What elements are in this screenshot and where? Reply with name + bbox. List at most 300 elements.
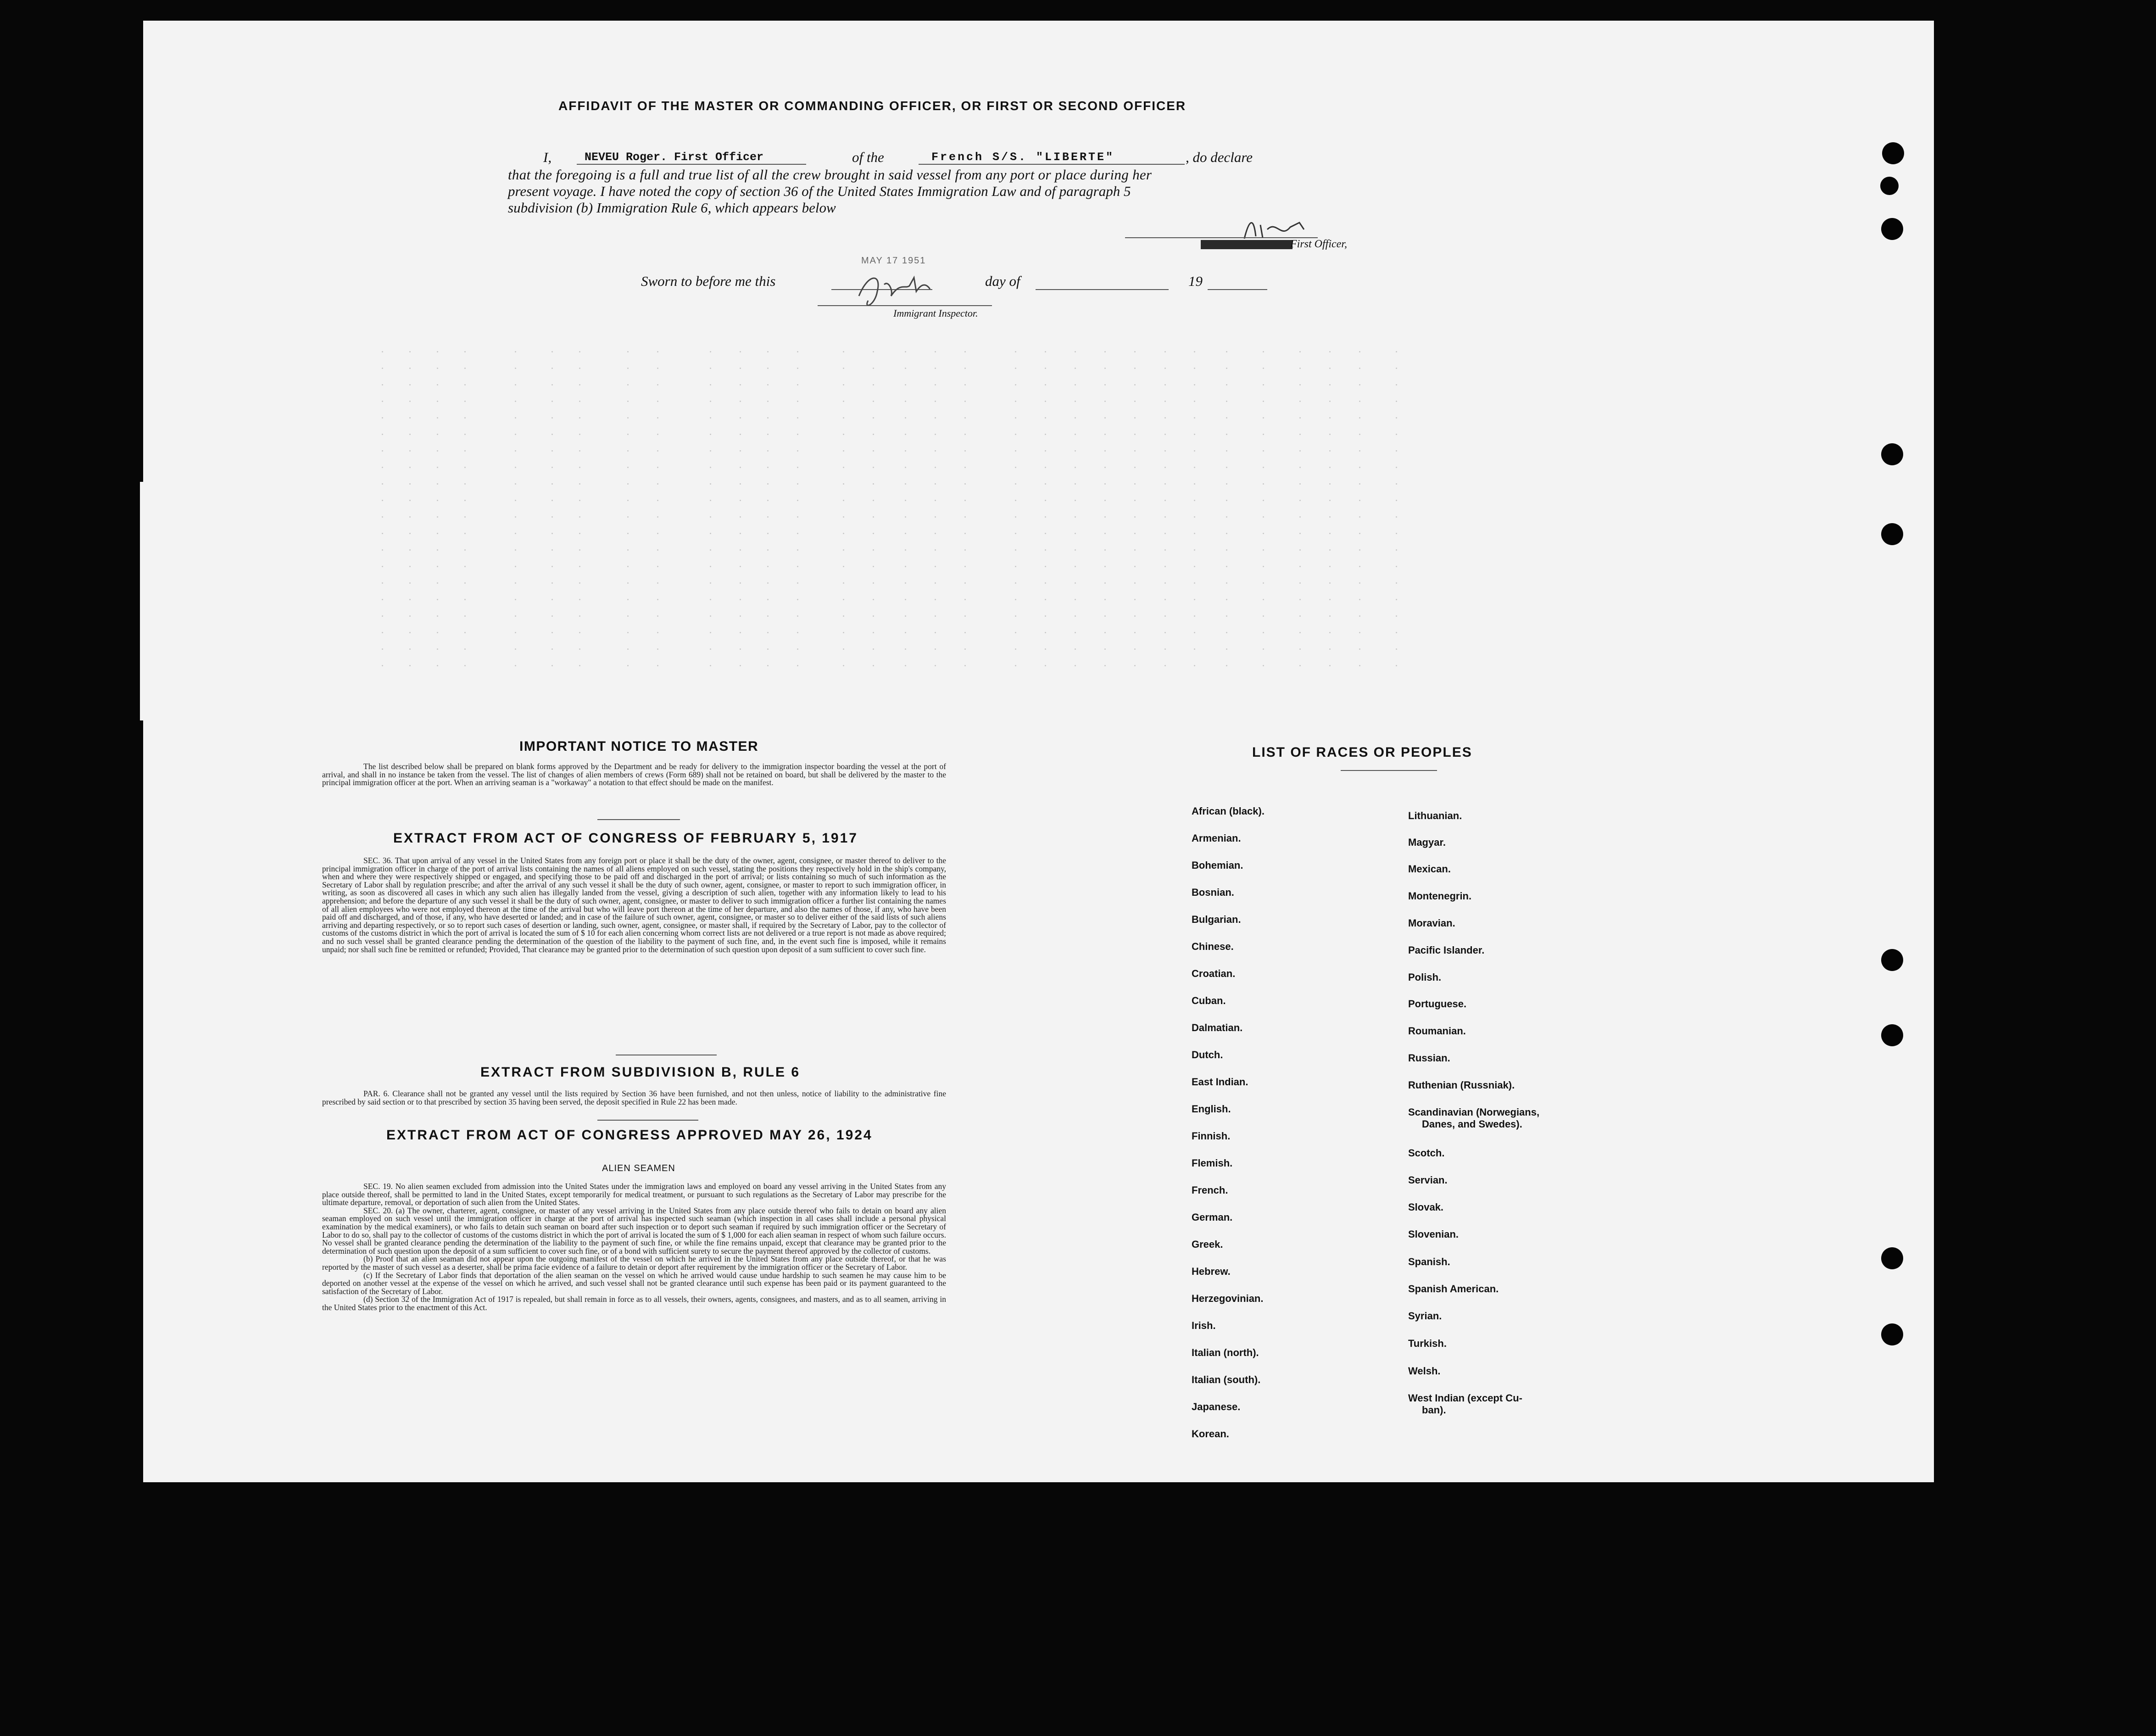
grid-dot [1045,516,1046,518]
grid-dot [843,665,844,666]
grid-dot [873,566,874,567]
grid-dot [797,401,798,402]
grid-dot [1075,632,1076,633]
grid-dot [1359,483,1360,485]
grid-dot [1015,549,1016,551]
binder-hole [1881,1247,1903,1269]
grid-dot [1045,351,1046,352]
grid-dot [382,549,383,551]
grid-dot [409,615,411,617]
grid-dot [437,500,438,501]
grid-dot [1164,351,1166,352]
grid-dot [1134,417,1136,419]
grid-dot [843,615,844,617]
grid-dot [579,549,580,551]
grid-dot [740,467,741,468]
grid-dot [1104,368,1106,369]
sec-20b: (b) Proof that an alien seaman did not appear upon the outgoing manifest of the vessel on which he arrived in the United States from any place outside thereof, or that he was reported by the master of such vessel as a deserter, shall be prima facie evidence of a failure to detain or deport after requirement by the immigration officer or the Secretary of Labor. [322,1254,946,1272]
grid-dot [1164,665,1166,666]
grid-dot [964,500,966,501]
grid-dot [1329,401,1331,402]
grid-dot [382,599,383,600]
grid-dot [710,615,711,617]
grid-dot [710,384,711,385]
grid-dot [905,582,906,584]
race-item: West Indian (except Cu- [1408,1392,1522,1404]
grid-dot [1134,516,1136,518]
grid-dot [797,549,798,551]
grid-dot [579,566,580,567]
grid-dot [767,500,769,501]
grid-dot [464,648,466,650]
grid-dot [740,615,741,617]
grid-dot [437,450,438,452]
grid-dot [1104,450,1106,452]
grid-dot [1299,533,1301,534]
grid-dot [1104,351,1106,352]
grid-dot [627,450,629,452]
grid-dot [579,533,580,534]
grid-dot [579,467,580,468]
grid-dot [1329,648,1331,650]
race-item: Hebrew. [1192,1266,1231,1277]
grid-dot [964,450,966,452]
grid-dot [797,582,798,584]
grid-dot [740,648,741,650]
grid-dot [1226,516,1227,518]
grid-dot [710,351,711,352]
grid-dot [1045,648,1046,650]
grid-dot [1329,615,1331,617]
grid-dot [964,566,966,567]
race-item: Roumanian. [1408,1025,1466,1037]
grid-dot [843,599,844,600]
grid-dot [657,615,658,617]
grid-dot [767,483,769,485]
sec-19: SEC. 19. No alien seamen excluded from admission into the United States under the immigration laws and employed on board any vessel arriving in the United States from any place outside thereof, shall be permitted to land in the United States, except temporarily for medical treatment, or pursuant to such regulations as the Secretary of Labor may prescribe for the ultimate departure, removal, or deportation of such alien from the United States. [322,1182,946,1207]
grid-dot [710,665,711,666]
grid-dot [437,533,438,534]
grid-dot [1226,500,1227,501]
grid-dot [627,467,629,468]
grid-dot [1015,599,1016,600]
grid-dot [1359,384,1360,385]
grid-dot [905,566,906,567]
grid-dot [797,566,798,567]
grid-dot [767,599,769,600]
grid-dot [1263,582,1264,584]
grid-dot [515,467,516,468]
grid-dot [905,368,906,369]
grid-dot [437,417,438,419]
grid-dot [1075,533,1076,534]
grid-dot [627,417,629,419]
grid-dot [657,566,658,567]
grid-dot [552,483,553,485]
grid-dot [740,549,741,551]
grid-dot [657,516,658,518]
grid-dot [1194,450,1195,452]
grid-dot [843,434,844,435]
grid-dot [515,516,516,518]
grid-dot [740,384,741,385]
grid-dot [1396,582,1397,584]
grid-dot [1194,632,1195,633]
grid-dot [1075,615,1076,617]
grid-dot [1263,549,1264,551]
grid-dot [579,401,580,402]
grid-dot [873,450,874,452]
race-item: Croatian. [1192,968,1236,979]
grid-dot [437,665,438,666]
race-item: Syrian. [1408,1310,1442,1322]
grid-dot [464,384,466,385]
grid-dot [1226,632,1227,633]
grid-dot [382,483,383,485]
grid-dot [1359,450,1360,452]
grid-dot [409,384,411,385]
grid-dot [1299,566,1301,567]
grid-dot [1104,599,1106,600]
race-item: Magyar. [1408,837,1446,848]
grid-dot [1396,665,1397,666]
grid-dot [1045,467,1046,468]
grid-dot [1359,417,1360,419]
grid-dot [843,401,844,402]
grid-dot [1359,615,1360,617]
grid-dot [1045,566,1046,567]
grid-dot [552,632,553,633]
grid-dot [1226,417,1227,419]
grid-dot [935,665,936,666]
grid-dot [437,384,438,385]
grid-dot [873,582,874,584]
grid-dot [710,483,711,485]
grid-dot [935,599,936,600]
grid-dot [935,384,936,385]
grid-dot [905,516,906,518]
struck-through-text [1201,240,1292,249]
grid-dot [657,549,658,551]
grid-dot [797,599,798,600]
race-item: Chinese. [1192,941,1234,952]
sec-20c: (c) If the Secretary of Labor finds that deportation of the alien seaman on the vessel on which he arrived would cause undue hardship to such seamen he may cause him to be deported on another vessel at the expense of the vessel on which he arrived, and such vessel shall not be granted clearance until such expense has been paid or its payment guaranteed to the satisfaction of the Secretary of Labor. [322,1270,946,1296]
notice-title: IMPORTANT NOTICE TO MASTER [519,739,759,754]
grid-dot [1194,648,1195,650]
binder-hole [1881,1323,1903,1345]
grid-dot [515,434,516,435]
grid-dot [409,434,411,435]
grid-dot [464,434,466,435]
grid-dot [464,500,466,501]
grid-dot [382,566,383,567]
race-item: Korean. [1192,1428,1229,1440]
grid-dot [843,467,844,468]
grid-dot [905,665,906,666]
grid-dot [1164,483,1166,485]
race-item: Irish. [1192,1320,1216,1331]
grid-dot [515,549,516,551]
grid-dot [1359,351,1360,352]
grid-dot [1015,632,1016,633]
grid-dot [905,599,906,600]
grid-dot [843,516,844,518]
race-item: Italian (south). [1192,1374,1261,1385]
grid-dot [1194,351,1195,352]
grid-dot [767,648,769,650]
grid-dot [767,665,769,666]
grid-dot [657,632,658,633]
grid-dot [1329,384,1331,385]
grid-dot [515,500,516,501]
grid-dot [1194,401,1195,402]
grid-dot [1263,599,1264,600]
grid-dot [1299,582,1301,584]
grid-dot [1263,384,1264,385]
grid-dot [873,632,874,633]
grid-dot [1396,384,1397,385]
grid-dot [579,434,580,435]
grid-dot [1329,566,1331,567]
grid-dot [905,450,906,452]
grid-dot [843,533,844,534]
grid-dot [1396,599,1397,600]
grid-dot [552,368,553,369]
grid-dot [767,434,769,435]
grid-dot [1359,599,1360,600]
grid-dot [964,467,966,468]
grid-dot [1164,516,1166,518]
grid-dot [1359,434,1360,435]
grid-dot [437,615,438,617]
grid-dot [1015,351,1016,352]
grid-dot [579,665,580,666]
grid-dot [767,516,769,518]
grid-dot [1075,417,1076,419]
race-item: Russian. [1408,1052,1450,1064]
grid-dot [627,648,629,650]
grid-dot [464,632,466,633]
grid-dot [964,599,966,600]
grid-dot [710,450,711,452]
grid-dot [797,533,798,534]
race-item: Armenian. [1192,832,1241,844]
race-item: Ruthenian (Russniak). [1408,1079,1515,1091]
grid-dot [437,483,438,485]
grid-dot [1299,632,1301,633]
grid-dot [843,632,844,633]
grid-dot [1396,467,1397,468]
race-item: Scotch. [1408,1147,1445,1159]
grid-dot [1263,648,1264,650]
grid-dot [382,450,383,452]
grid-dot [382,582,383,584]
grid-dot [579,582,580,584]
grid-dot [409,351,411,352]
grid-dot [843,483,844,485]
grid-dot [710,648,711,650]
grid-dot [657,434,658,435]
binder-hole [1881,949,1903,971]
grid-dot [935,533,936,534]
grid-dot [552,516,553,518]
grid-dot [1015,483,1016,485]
grid-dot [1134,632,1136,633]
grid-dot [964,434,966,435]
grid-dot [740,599,741,600]
grid-dot [1075,566,1076,567]
grid-dot [1226,434,1227,435]
grid-dot [1329,582,1331,584]
subdivision-b-title: EXTRACT FROM SUBDIVISION B, RULE 6 [480,1065,801,1080]
grid-dot [464,665,466,666]
grid-dot [409,401,411,402]
grid-dot [1075,434,1076,435]
grid-dot [1015,368,1016,369]
grid-dot [1075,516,1076,518]
sworn-prefix: Sworn to before me this [641,273,776,289]
grid-dot [464,549,466,551]
race-item: Slovak. [1408,1201,1444,1213]
race-item: Finnish. [1192,1130,1231,1142]
officer-signature-line [1125,237,1318,238]
grid-dot [935,434,936,435]
grid-dot [1396,533,1397,534]
grid-dot [843,549,844,551]
grid-dot [515,582,516,584]
grid-dot [1134,450,1136,452]
grid-dot [1075,665,1076,666]
grid-dot [464,368,466,369]
grid-dot [1263,417,1264,419]
grid-dot [1164,500,1166,501]
grid-dot [1045,401,1046,402]
grid-dot [1359,566,1360,567]
grid-dot [1299,384,1301,385]
grid-dot [964,401,966,402]
grid-dot [1396,615,1397,617]
grid-dot [1329,483,1331,485]
grid-dot [873,417,874,419]
grid-dot [515,533,516,534]
grid-dot [797,665,798,666]
grid-dot [1263,450,1264,452]
vessel-name: French S/S. "LIBERTE" [931,151,1115,164]
grid-dot [515,384,516,385]
grid-dot [905,467,906,468]
race-item: Dutch. [1192,1049,1223,1061]
grid-dot [1396,549,1397,551]
grid-dot [1299,615,1301,617]
grid-dot [797,417,798,419]
grid-dot [627,582,629,584]
inspector-line [818,305,992,306]
grid-dot [710,549,711,551]
race-item: Lithuanian. [1408,810,1462,821]
grid-dot [1015,434,1016,435]
grid-dot [437,351,438,352]
grid-dot [1015,615,1016,617]
grid-dot [797,615,798,617]
grid-dot [964,533,966,534]
grid-dot [710,599,711,600]
grid-dot [1045,582,1046,584]
grid-dot [657,483,658,485]
grid-dot [1075,351,1076,352]
races-title: LIST OF RACES OR PEOPLES [1252,745,1472,760]
grid-dot [1263,401,1264,402]
grid-dot [1359,632,1360,633]
officer-label: First Officer, [1290,238,1347,250]
grid-dot [657,450,658,452]
grid-dot [464,450,466,452]
grid-dot [1226,566,1227,567]
grid-dot [1359,533,1360,534]
grid-dot [437,467,438,468]
grid-dot [964,582,966,584]
extract-1917-body: SEC. 36. That upon arrival of any vessel in the United States from any foreign port or place it shall be the duty of the owner, agent, consignee, or master thereof to deliver to the principal immigration officer in charge of the port of arrival lists containing the names of all aliens employed on such vessel, stating the positions they respectively hold in the ship's company, when and where they were respectively shipped or engaged, and specifying those to be paid off and discharged in the port of arrival; or lists containing so much of such information as the Secretary of Labor shall by regulation prescribe; and after the arrival of any such vessel it shall be the duty of such owner, agent, consignee, or master to report to such immigration officer, in writing, as soon as discovered all cases in which any such alien has illegally landed from the vessel, giving a description of such alien, together with any information likely to lead to his apprehension; and before the departure of any such vessel it shall be the duty of such owner, agent, consignee, or master to deliver to such immigration officer a further list containing the names of all alien employees who were not employed thereon at the time of the arrival but who will leave port thereon at the time of her departure, and also the names of those, if any, who have been paid off and discharged, and of those, if any, who have deserted or landed; and in case of the failure of such owner, agent, consignee, or master so to deliver either of the said lists of such aliens arriving and departing respectively, or so to report such cases of desertion or landing, such owner, agent, consignee, or master shall, if required by the Secretary of Labor, pay to the collector of customs of the customs district in which the port of arrival is located the sum of $ 10 for each alien concerning whom correct lists are not delivered or a true report is not made as above required; and no such vessel shall be granted clearance pending the determination of the question of the liability to the payment of such fine, and, in the event such fine is imposed, while it remains unpaid; nor shall such fine be remitted or refunded; Provided, That clearance may be granted prior to the determination of such question upon deposit of a sum sufficient to cover such fine. [322,856,946,954]
extract-1917-title: EXTRACT FROM ACT OF CONGRESS OF FEBRUARY 5, 1917 [393,831,858,846]
grid-dot [515,566,516,567]
grid-dot [1075,401,1076,402]
grid-dot [409,450,411,452]
grid-dot [797,434,798,435]
grid-dot [1359,549,1360,551]
grid-dot [382,632,383,633]
grid-dot [1263,500,1264,501]
grid-dot [935,450,936,452]
affidavit-line4: subdivision (b) Immigration Rule 6, which appears below [508,200,836,216]
grid-dot [1396,401,1397,402]
grid-dot [740,566,741,567]
race-item: French. [1192,1184,1228,1196]
grid-dot [797,516,798,518]
grid-dot [552,533,553,534]
grid-dot [1359,665,1360,666]
grid-dot [1329,417,1331,419]
grid-dot [843,368,844,369]
grid-dot [515,351,516,352]
grid-dot [1263,368,1264,369]
grid-dot [579,516,580,518]
grid-dot [905,500,906,501]
grid-dot [740,516,741,518]
grid-dot [1396,516,1397,518]
grid-dot [1104,533,1106,534]
grid-dot [1299,549,1301,551]
grid-dot [657,401,658,402]
grid-dot [1226,582,1227,584]
grid-dot [409,368,411,369]
grid-dot [767,417,769,419]
grid-dot [1329,368,1331,369]
grid-dot [1329,450,1331,452]
grid-dot [1194,549,1195,551]
grid-dot [579,615,580,617]
grid-dot [767,351,769,352]
grid-dot [1299,351,1301,352]
grid-dot [1134,467,1136,468]
grid-dot [1104,417,1106,419]
grid-dot [1299,417,1301,419]
grid-dot [1164,648,1166,650]
race-item: Bulgarian. [1192,914,1241,925]
affidavit-declare: , do declare [1186,149,1253,165]
grid-dot [1263,632,1264,633]
race-item: English. [1192,1103,1231,1115]
grid-dot [1164,549,1166,551]
grid-dot [1134,648,1136,650]
